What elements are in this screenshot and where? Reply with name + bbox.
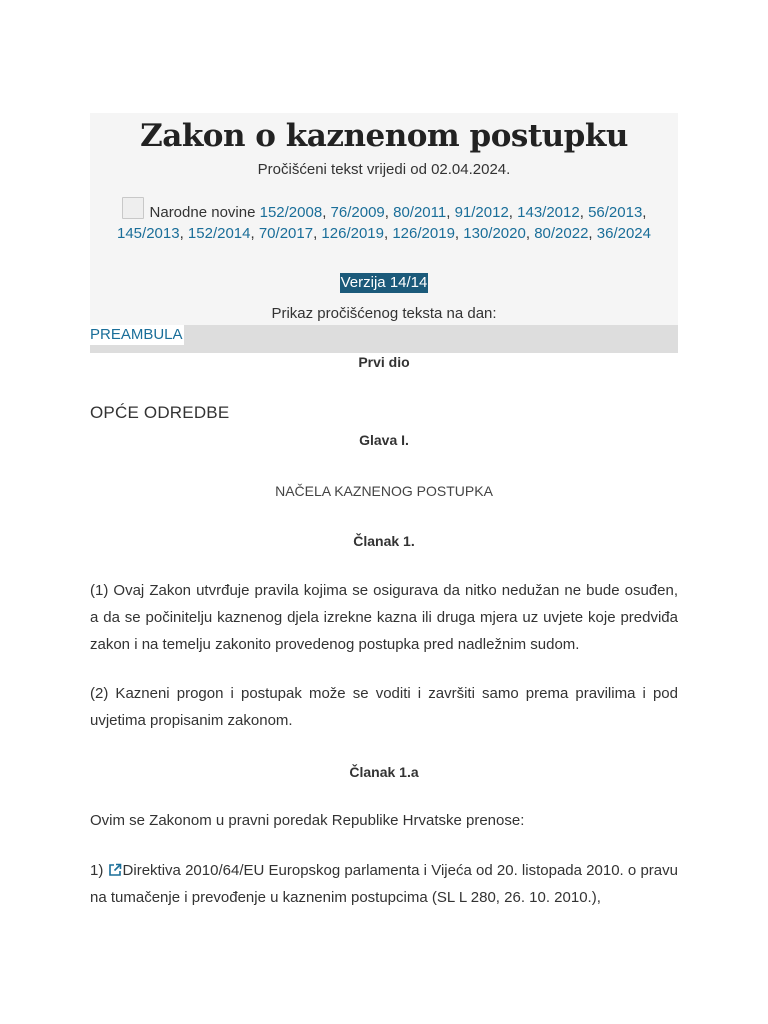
consolidated-text-date: Pročišćeni tekst vrijedi od 02.04.2024. bbox=[257, 161, 511, 178]
narodne-novine-line-1 bbox=[0, 197, 768, 223]
nn-issue-link[interactable]: 152/2008 bbox=[259, 204, 323, 221]
version-wrap bbox=[0, 273, 768, 293]
item-1-text: Direktiva 2010/64/EU Europskog parlamenta i Vijeća od 20. listopada 2010. o pravu na tumačenje i prevođenje u kaznenim postupcima (SL L 280, 26. 10. 2010.), bbox=[90, 862, 678, 906]
nn-issue-link[interactable]: 145/2013 bbox=[117, 225, 180, 242]
article-1a-item-1 bbox=[90, 857, 678, 911]
select-checkbox[interactable] bbox=[122, 197, 144, 219]
nn-issue-link[interactable]: 91/2012 bbox=[454, 204, 509, 221]
separator: , bbox=[179, 225, 188, 242]
separator: , bbox=[508, 204, 518, 221]
nn-issue-link[interactable]: 36/2024 bbox=[596, 225, 651, 242]
section-heading: OPĆE ODREDBE bbox=[90, 403, 230, 422]
nn-issue-link[interactable]: 130/2020 bbox=[463, 225, 526, 242]
separator: , bbox=[384, 225, 393, 242]
nn-issue-link[interactable]: 70/2017 bbox=[258, 225, 314, 242]
preambula-link[interactable]: PREAMBULA bbox=[90, 326, 183, 343]
article-1a-heading: Članak 1.a bbox=[349, 764, 419, 780]
separator: , bbox=[384, 204, 394, 221]
separator: , bbox=[322, 204, 331, 221]
nn-links-line-2 bbox=[117, 225, 651, 242]
nn-issue-link[interactable]: 143/2012 bbox=[517, 204, 580, 221]
separator: , bbox=[250, 225, 259, 242]
separator: , bbox=[454, 225, 464, 242]
item-number: 1) bbox=[90, 862, 104, 879]
chapter-title: NAČELA KAZNENOG POSTUPKA bbox=[275, 483, 493, 499]
nn-issue-link[interactable]: 152/2014 bbox=[187, 225, 251, 242]
version-badge[interactable]: Verzija 14/14 bbox=[340, 274, 428, 291]
nn-issue-link[interactable]: 56/2013 bbox=[588, 204, 643, 221]
separator: , bbox=[579, 204, 589, 221]
separator: , bbox=[588, 225, 597, 242]
nn-links-line-1 bbox=[260, 204, 647, 221]
nn-issue-link[interactable]: 126/2019 bbox=[392, 225, 455, 242]
nn-label: Narodne novine bbox=[149, 204, 256, 221]
separator: , bbox=[446, 204, 455, 221]
separator: , bbox=[313, 225, 322, 242]
article-1-paragraph-2: (2) Kazneni progon i postupak može se voditi i završiti samo prema pravilima i pod uvjetima propisanim zakonom. bbox=[90, 685, 678, 729]
display-on-date-label: Prikaz pročišćenog teksta na dan: bbox=[271, 305, 497, 322]
separator: , bbox=[642, 204, 647, 221]
article-1-heading: Članak 1. bbox=[353, 533, 415, 549]
separator: , bbox=[525, 225, 535, 242]
article-1-paragraph-1: (1) Ovaj Zakon utvrđuje pravila kojima se osigurava da nitko nedužan ne bude osuđen, a da se počinitelju kaznenog djela izrekne kazna ili druga mjera uz uvjete koje predviđa zakon i na temelju zakonito provedenog postupka pred nadležnim sudom. bbox=[90, 582, 678, 653]
external-link-icon[interactable] bbox=[108, 863, 122, 877]
chapter-heading: Glava I. bbox=[359, 432, 409, 448]
page-title: Zakon o kaznenom postupku bbox=[140, 118, 628, 154]
nn-issue-link[interactable]: 80/2011 bbox=[393, 204, 447, 221]
article-1a-intro: Ovim se Zakonom u pravni poredak Republike Hrvatske prenose: bbox=[90, 812, 525, 829]
nn-issue-link[interactable]: 126/2019 bbox=[321, 225, 384, 242]
narodne-novine-line-2 bbox=[0, 224, 768, 244]
part-heading: Prvi dio bbox=[358, 354, 410, 370]
nn-issue-link[interactable]: 80/2022 bbox=[534, 225, 589, 242]
nn-issue-link[interactable]: 76/2009 bbox=[330, 204, 385, 221]
